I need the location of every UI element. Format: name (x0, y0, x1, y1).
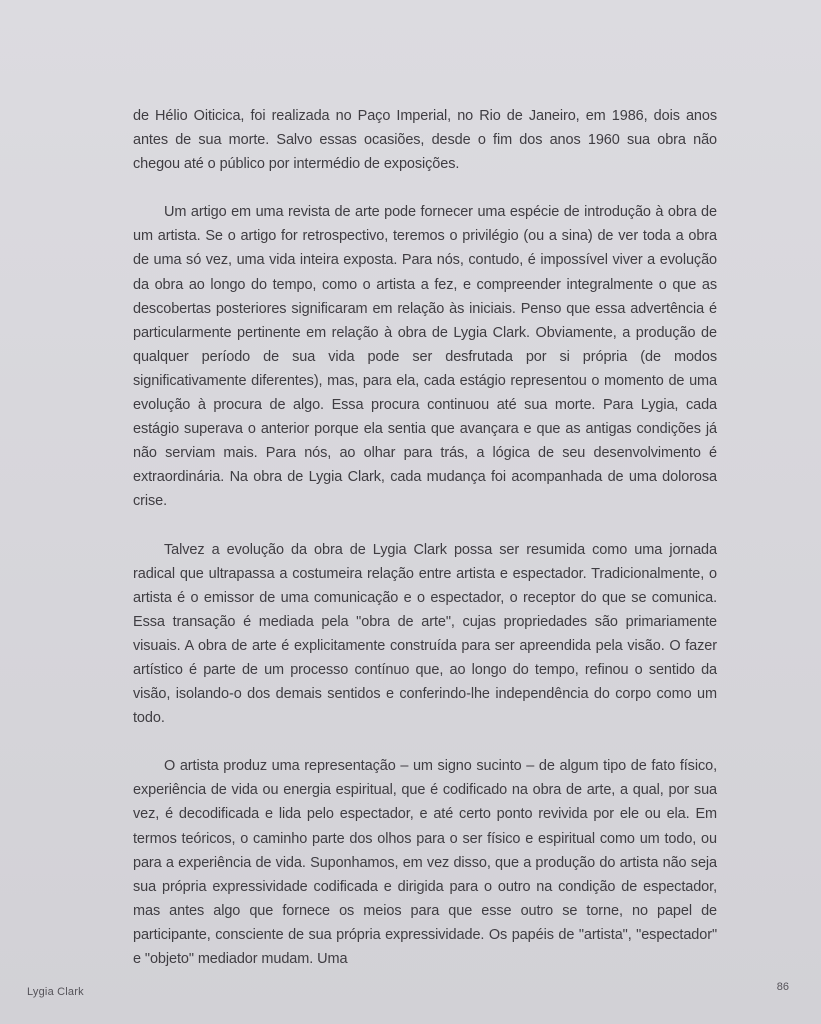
body-text (133, 104, 717, 971)
paragraph: O artista produz uma representação – um signo sucinto – de algum tipo de fato físico, experiência de vida ou energia espiritual, que é codificado na obra de arte, a qual, por sua vez, é decodificada e lida pelo espectador, e até certo ponto revivida por ele ou ela. Em termos teóricos, o caminho parte dos olhos para o ser físico e espiritual como um todo, ou para a experiência de vida. Suponhamos, em vez disso, que a produção do artista não seja sua própria expressividade codificada e dirigida para o outro na condição de espectador, mas antes algo que fornece os meios para que esse outro se torne, no papel de participante, consciente de sua própria expressividade. Os papéis de "artista", "espectador" e "objeto" mediador mudam. Uma (133, 758, 717, 967)
paragraph: Um artigo em uma revista de arte pode fornecer uma espécie de introdução à obra de um artista. Se o artigo for retrospectivo, teremos o privilégio (ou a sina) de ver toda a obra de uma só vez, uma vida inteira exposta. Para nós, contudo, é impossível viver a evolução da obra ao longo do tempo, como o artista a fez, e compreender integralmente o que as descobertas posteriores significaram em relação às iniciais. Penso que essa advertência é particularmente pertinente em relação à obra de Lygia Clark. Obviamente, a produção de qualquer período de sua vida pode ser desfrutada por si própria (de modos significativamente diferentes), mas, para ela, cada estágio representou o momento de uma evolução à procura de algo. Essa procura continuou até sua morte. Para Lygia, cada estágio superava o anterior porque ela sentia que avançara e que as antigas condições já não serviam mais. Para nós, ao olhar para trás, a lógica de seu desenvolvimento é extraordinária. Na obra de Lygia Clark, cada mudança foi acompanhada de uma dolorosa crise. (133, 204, 717, 510)
page-number: 86 (776, 981, 789, 993)
paragraph: Talvez a evolução da obra de Lygia Clark possa ser resumida como uma jornada radical que ultrapassa a costumeira relação entre artista e espectador. Tradicionalmente, o artista é o emissor de uma comunicação e o espectador, o receptor do que se comunica. Essa transação é mediada pela "obra de arte", cujas propriedades são primariamente visuais. A obra de arte é explicitamente construída para ser apreendida pela visão. O fazer artístico é parte de um processo contínuo que, ao longo do tempo, refinou o sentido da visão, isolando-o dos demais sentidos e conferindo-lhe independência do corpo como um todo. (133, 541, 717, 727)
running-title: Lygia Clark (27, 986, 84, 998)
paragraph-continuation: de Hélio Oiticica, foi realizada no Paço Imperial, no Rio de Janeiro, em 1986, dois anos antes de sua morte. Salvo essas ocasiões, desde o fim dos anos 1960 sua obra não chegou até o público por intermédio de exposições. (133, 108, 717, 173)
